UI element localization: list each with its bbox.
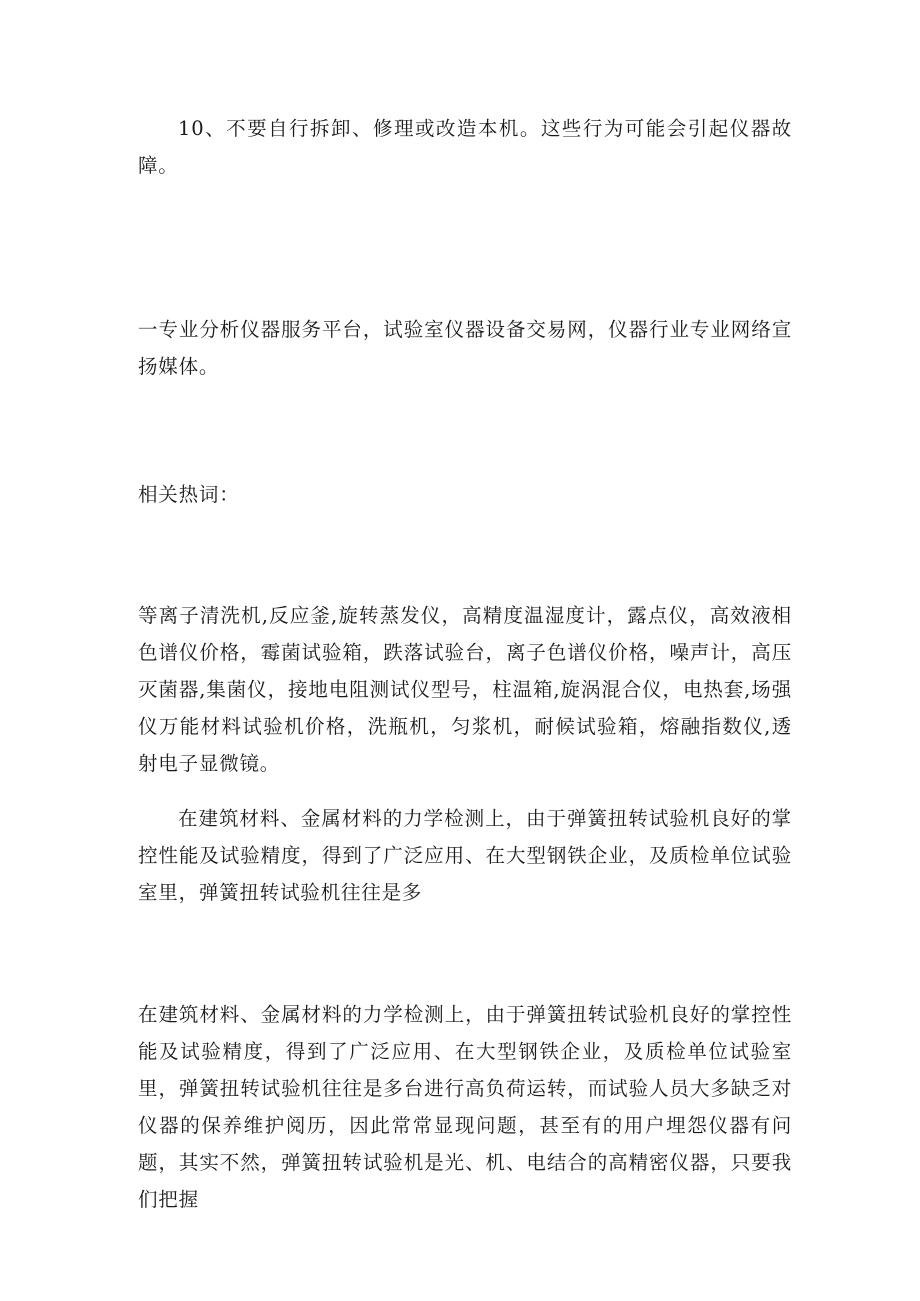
paragraph-related-keywords-list: 等离子清洗机,反应釜,旋转蒸发仪，高精度温湿度计，露点仪，高效液相色谱仪价格，霉菌试验箱，跌落试验台，离子色谱仪价格，噪声计，高压灭菌器,集菌仪，接地电阻测试仪型号，柱温箱,旋涡混合仪，电热套,场强仪万能材料试验机价格，洗瓶机，匀浆机，耐候试验箱，熔融指数仪,透射电子显微镜。: [138, 604, 792, 775]
paragraph-related-keywords-label: 相关热词：: [138, 483, 240, 506]
paragraph-safety-notice: 10、不要自行拆卸、修理或改造本机。这些行为可能会引起仪器故障。: [138, 117, 792, 177]
paragraph-article-excerpt: 在建筑材料、金属材料的力学检测上，由于弹簧扭转试验机良好的掌控性能及试验精度，得到了广泛应用、在大型钢铁企业，及质检单位试验室里，弹簧扭转试验机往往是多: [138, 807, 792, 904]
paragraph-article-body: 在建筑材料、金属材料的力学检测上，由于弹簧扭转试验机良好的掌控性能及试验精度，得到了广泛应用、在大型钢铁企业，及质检单位试验室里，弹簧扭转试验机往往是多台进行高负荷运转，而试验人员大多缺乏对仪器的保养维护阅历，因此常常显现问题，甚至有的用户埋怨仪器有问题，其实不然，弹簧扭转试验机是光、机、电结合的高精密仪器，只要我们把握: [138, 1003, 792, 1211]
paragraph-platform-description: 一专业分析仪器服务平台，试验室仪器设备交易网，仪器行业专业网络宣扬媒体。: [138, 318, 792, 378]
